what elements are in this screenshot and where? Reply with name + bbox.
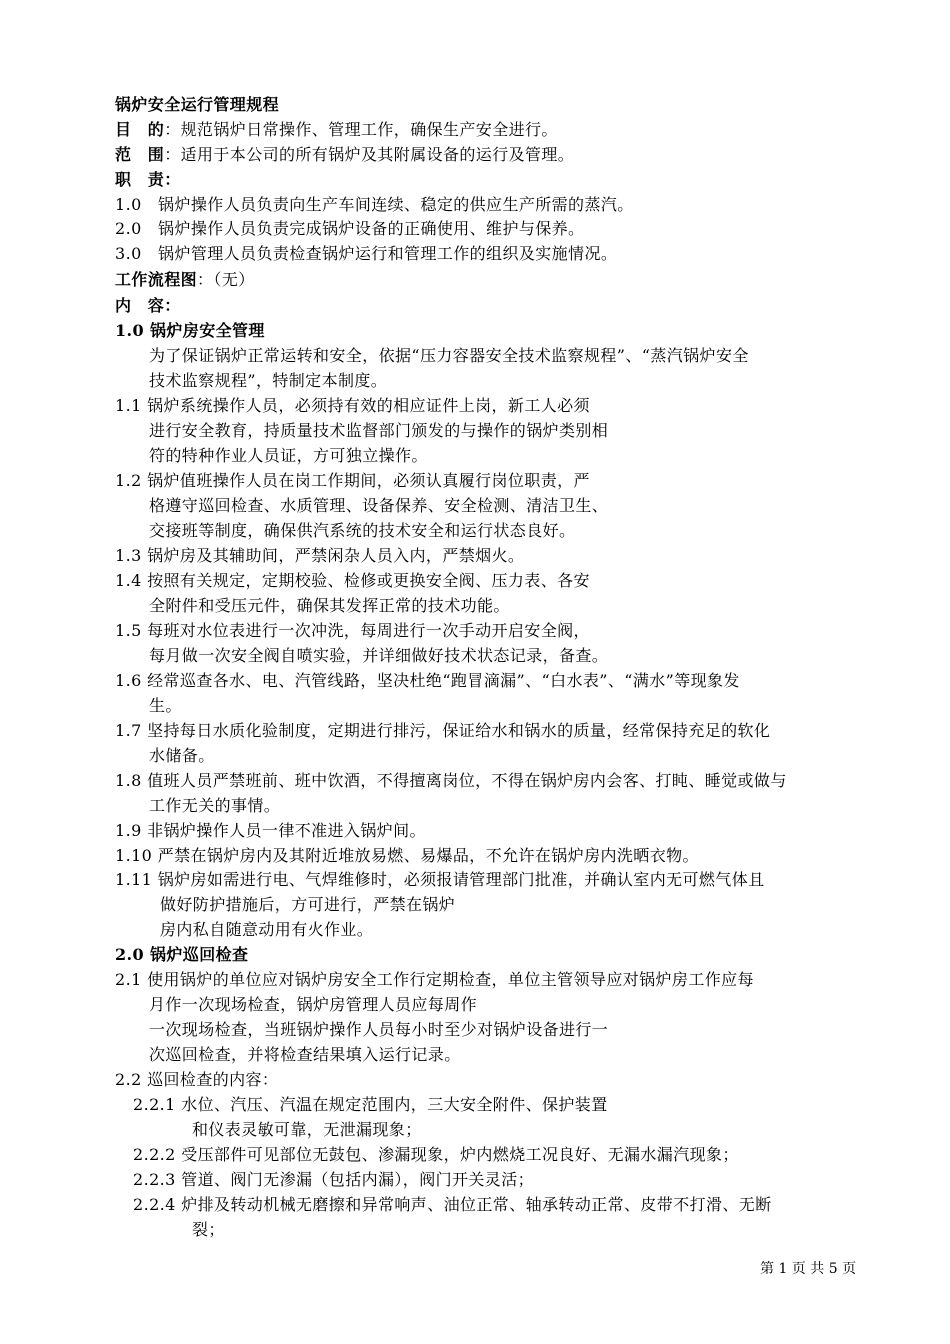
responsibility-item: 3.0 锅炉管理人员负责检查锅炉运行和管理工作的组织及实施情况。 (115, 244, 618, 263)
responsibility-item: 1.0 锅炉操作人员负责向生产车间连续、稳定的供应生产所需的蒸汽。 (115, 195, 634, 214)
clause-continuation: 生。 (149, 696, 182, 715)
responsibility-label: 职 责 (115, 170, 165, 189)
subclause-line: 2.2.3 管道、阀门无渗漏（包括内漏），阀门开关灵活； (133, 1170, 534, 1189)
subclause-continuation: 和仪表灵敏可靠，无泄漏现象； (192, 1120, 422, 1139)
clause-continuation: 水储备。 (149, 746, 215, 765)
clause-continuation: 格遵守巡回检查、水质管理、设备保养、安全检测、清洁卫生、 (149, 496, 609, 515)
scope-line (115, 145, 574, 165)
scope-label: 范 围 (115, 145, 165, 164)
purpose-line (115, 120, 558, 140)
subclause-line: 2.2.1 水位、汽压、汽温在规定范围内，三大安全附件、保护装置 (133, 1095, 608, 1114)
clause-line: 1.6 经常巡查各水、电、汽管线路，坚决杜绝“跑冒滴漏”、“白水表”、“满水”等现象发 (115, 671, 740, 690)
clause-continuation: 做好防护措施后，方可进行，严禁在锅炉 (160, 895, 456, 914)
subclause-continuation: 裂； (192, 1220, 225, 1239)
responsibility-line (115, 170, 181, 190)
document-title: 锅炉安全运行管理规程 (115, 95, 280, 114)
clause-line: 1.10 严禁在锅炉房内及其附近堆放易燃、易爆品，不允许在锅炉房内洗晒衣物。 (115, 846, 699, 865)
responsibility-colon: ： (164, 170, 181, 189)
purpose-text: ：规范锅炉日常操作、管理工作，确保生产安全进行。 (164, 120, 558, 139)
clause-line: 2.2 巡回检查的内容： (115, 1070, 279, 1089)
clause-continuation: 交接班等制度，确保供汽系统的技术安全和运行状态良好。 (149, 521, 576, 540)
paragraph-line: 技术监察规程”，特制定本制度。 (149, 371, 388, 390)
responsibility-item: 2.0 锅炉操作人员负责完成锅炉设备的正确使用、维护与保养。 (115, 219, 585, 238)
clause-continuation: 工作无关的事情。 (149, 796, 281, 815)
clause-line: 1.8 值班人员严禁班前、班中饮酒，不得擅离岗位，不得在锅炉房内会客、打盹、睡觉或做与 (115, 771, 787, 790)
clause-continuation: 进行安全教育，持质量技术监督部门颁发的与操作的锅炉类别相 (149, 421, 609, 440)
clause-line: 1.1 锅炉系统操作人员，必须持有效的相应证件上岗，新工人必须 (115, 396, 590, 415)
clause-line: 1.2 锅炉值班操作人员在岗工作期间，必须认真履行岗位职责，严 (115, 471, 590, 490)
clause-line: 1.7 坚持每日水质化验制度，定期进行排污，保证给水和锅水的质量，经常保持充足的软化 (115, 721, 771, 740)
section-heading: 2.0 锅炉巡回检查 (115, 945, 249, 964)
purpose-label: 目 的 (115, 120, 165, 139)
clause-continuation: 月作一次现场检查，锅炉房管理人员应每周作 (149, 995, 478, 1014)
scope-text: ：适用于本公司的所有锅炉及其附属设备的运行及管理。 (164, 145, 575, 164)
paragraph-line: 为了保证锅炉正常运转和安全，依据“压力容器安全技术监察规程”、“蒸汽锅炉安全 (149, 346, 749, 365)
clause-line: 1.4 按照有关规定，定期校验、检修或更换安全阀、压力表、各安 (115, 571, 590, 590)
subclause-line: 2.2.2 受压部件可见部位无鼓包、渗漏现象，炉内燃烧工况良好、无漏水漏汽现象； (133, 1145, 739, 1164)
workflow-label: 工作流程图 (115, 270, 198, 289)
page-number: 第 1 页 共 5 页 (760, 1261, 857, 1277)
workflow-line (115, 270, 255, 290)
clause-line: 2.1 使用锅炉的单位应对锅炉房安全工作行定期检查，单位主管领导应对锅炉房工作应每 (115, 970, 754, 989)
clause-continuation: 符的特种作业人员证，方可独立操作。 (149, 446, 428, 465)
subclause-line: 2.2.4 炉排及转动机械无磨擦和异常响声、油位正常、轴承转动正常、皮带不打滑、无断 (133, 1195, 772, 1214)
content-label: 内 容 (115, 296, 165, 315)
content-colon: ： (164, 296, 181, 315)
section-heading: 1.0 锅炉房安全管理 (115, 321, 265, 340)
clause-continuation: 次巡回检查，并将检查结果填入运行记录。 (149, 1045, 461, 1064)
clause-continuation: 房内私自随意动用有火作业。 (160, 920, 374, 939)
clause-line: 1.11 锅炉房如需进行电、气焊维修时，必须报请管理部门批准，并确认室内无可燃气体且 (115, 870, 765, 889)
clause-continuation: 一次现场检查，当班锅炉操作人员每小时至少对锅炉设备进行一 (149, 1020, 609, 1039)
content-line (115, 296, 181, 316)
clause-line: 1.3 锅炉房及其辅助间，严禁闲杂人员入内，严禁烟火。 (115, 546, 525, 565)
workflow-text: ：（无） (197, 270, 255, 289)
clause-line: 1.9 非锅炉操作人员一律不准进入锅炉间。 (115, 821, 426, 840)
clause-continuation: 每月做一次安全阀自喷实验，并详细做好技术状态记录，备查。 (149, 646, 609, 665)
clause-continuation: 全附件和受压元件，确保其发挥正常的技术功能。 (149, 596, 510, 615)
clause-line: 1.5 每班对水位表进行一次冲洗，每周进行一次手动开启安全阀， (115, 621, 590, 640)
